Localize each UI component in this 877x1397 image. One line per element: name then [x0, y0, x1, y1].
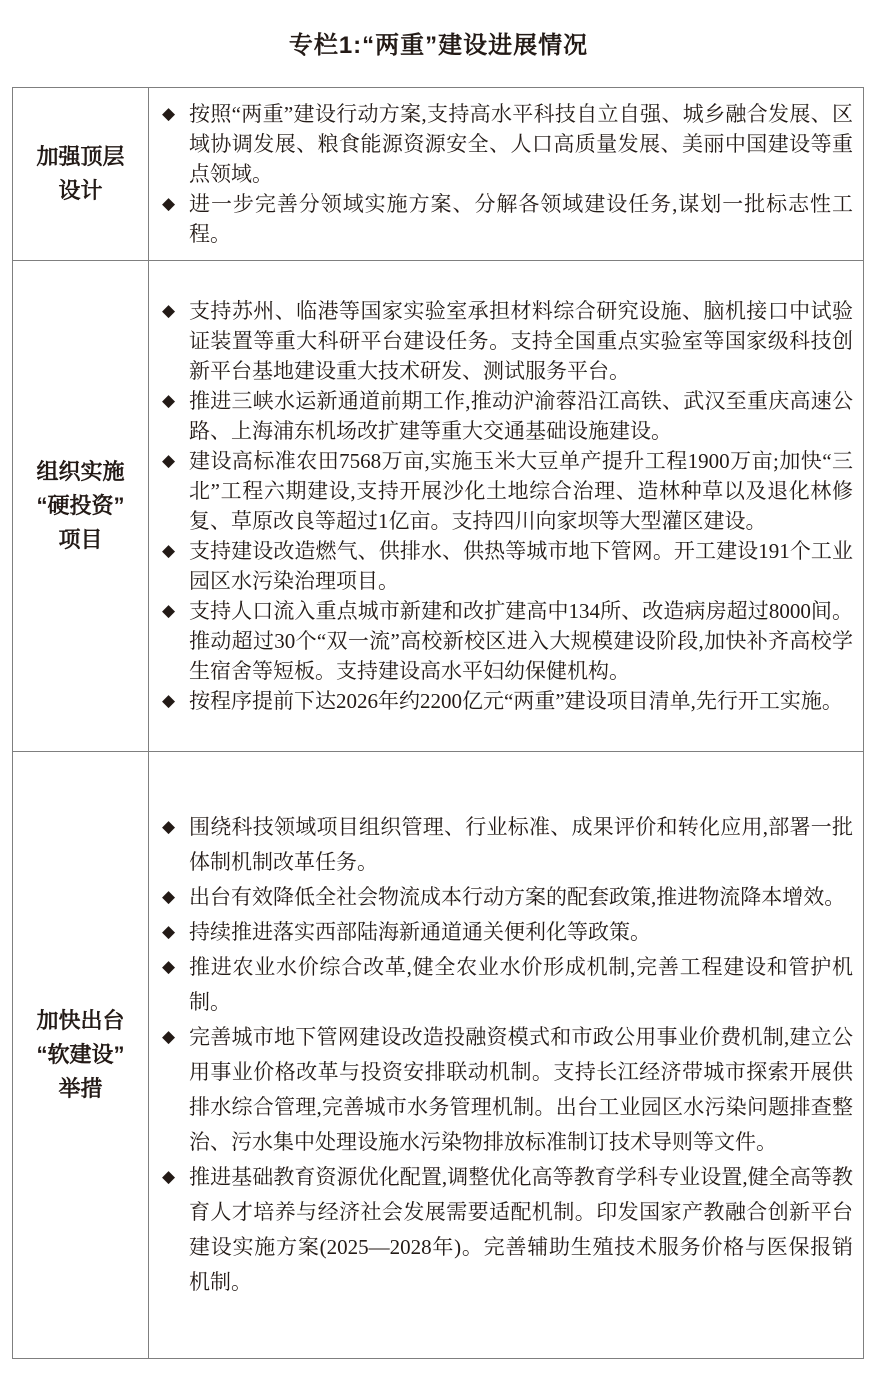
diamond-bullet-icon: ◆ [162, 1027, 176, 1047]
table-row [13, 260, 863, 751]
row-label [13, 261, 149, 751]
row-label-line: 设计 [58, 178, 103, 203]
diamond-bullet-icon: ◆ [162, 541, 176, 561]
diamond-bullet-icon: ◆ [162, 922, 176, 942]
row-label-line: “硬投资” [36, 493, 125, 518]
diamond-bullet-icon: ◆ [162, 957, 176, 977]
list-item [149, 810, 853, 880]
bullet-text: 支持建设改造燃气、供排水、供热等城市地下管网。开工建设191个工业园区水污染治理项目。 [189, 539, 853, 593]
row-label [13, 752, 149, 1358]
diamond-bullet-icon: ◆ [162, 817, 176, 837]
bullet-text: 支持人口流入重点城市新建和改扩建高中134所、改造病房超过8000间。推动超过30个“双一流”高校新校区进入大规模建设阶段,加快补齐高校学生宿舍等短板。支持建设高水平妇幼保健机构。 [189, 599, 853, 683]
bullet-text: 推进三峡水运新通道前期工作,推动沪渝蓉沿江高铁、武汉至重庆高速公路、上海浦东机场改扩建等重大交通基础设施建设。 [189, 389, 853, 443]
row-label-line: “软建设” [36, 1042, 125, 1067]
bullet-text: 推进农业水价综合改革,健全农业水价形成机制,完善工程建设和管护机制。 [189, 955, 853, 1014]
bullet-text: 按照“两重”建设行动方案,支持高水平科技自立自强、城乡融合发展、区域协调发展、粮食能源资源安全、人口高质量发展、美丽中国建设等重点领域。 [189, 102, 853, 186]
bullet-text: 进一步完善分领域实施方案、分解各领域建设任务,谋划一批标志性工程。 [189, 192, 853, 246]
row-label-line: 加快出台 [36, 1008, 125, 1033]
table-row [13, 751, 863, 1358]
list-item [149, 536, 853, 596]
row-content [149, 752, 863, 1358]
diamond-bullet-icon: ◆ [162, 194, 176, 214]
diamond-bullet-icon: ◆ [162, 691, 176, 711]
list-item [149, 950, 853, 1020]
list-item [149, 915, 853, 950]
bullet-text: 建设高标准农田7568万亩,实施玉米大豆单产提升工程1900万亩;加快“三北”工程六期建设,支持开展沙化土地综合治理、造林种草以及退化林修复、草原改良等超过1亿亩。支持四川向家坝等大型灌区建设。 [189, 449, 853, 533]
progress-table [12, 87, 864, 1359]
list-item [149, 1020, 853, 1160]
bullet-text: 按程序提前下达2026年约2200亿元“两重”建设项目清单,先行开工实施。 [189, 689, 843, 713]
list-item [149, 446, 853, 536]
page-title: 专栏1:“两重”建设进展情况 [288, 32, 589, 59]
bullet-text: 支持苏州、临港等国家实验室承担材料综合研究设施、脑机接口中试验证装置等重大科研平台建设任务。支持全国重点实验室等国家级科技创新平台基地建设重大技术研发、测试服务平台。 [189, 299, 853, 383]
list-item [149, 386, 853, 446]
diamond-bullet-icon: ◆ [162, 104, 176, 124]
diamond-bullet-icon: ◆ [162, 451, 176, 471]
row-label-line: 组织实施 [36, 459, 125, 484]
list-item [149, 1160, 853, 1300]
diamond-bullet-icon: ◆ [162, 601, 176, 621]
list-item [149, 189, 853, 249]
row-label [13, 88, 149, 260]
bullet-text: 出台有效降低全社会物流成本行动方案的配套政策,推进物流降本增效。 [189, 885, 846, 909]
diamond-bullet-icon: ◆ [162, 1167, 176, 1187]
table-row [13, 88, 863, 260]
row-content [149, 261, 863, 751]
list-item [149, 880, 853, 915]
bullet-text: 持续推进落实西部陆海新通道通关便利化等政策。 [189, 920, 651, 944]
list-item [149, 296, 853, 386]
bullet-text: 推进基础教育资源优化配置,调整优化高等教育学科专业设置,健全高等教育人才培养与经济社会发展需要适配机制。印发国家产教融合创新平台建设实施方案(2025—2028年)。完善辅助生殖技术服务价格与医保报销机制。 [189, 1165, 853, 1294]
bullet-text: 完善城市地下管网建设改造投融资模式和市政公用事业价费机制,建立公用事业价格改革与投资安排联动机制。支持长江经济带城市探索开展供排水综合管理,完善城市水务管理机制。出台工业园区水污染问题排查整治、污水集中处理设施水污染物排放标准制订技术导则等文件。 [189, 1025, 853, 1154]
row-label-line: 项目 [58, 527, 103, 552]
bullet-text: 围绕科技领域项目组织管理、行业标准、成果评价和转化应用,部署一批体制机制改革任务。 [189, 815, 853, 874]
diamond-bullet-icon: ◆ [162, 887, 176, 907]
row-label-line: 举措 [58, 1076, 103, 1101]
diamond-bullet-icon: ◆ [162, 301, 176, 321]
list-item [149, 686, 853, 716]
list-item [149, 596, 853, 686]
diamond-bullet-icon: ◆ [162, 391, 176, 411]
row-label-line: 加强顶层 [36, 144, 125, 169]
row-content [149, 88, 863, 260]
list-item [149, 99, 853, 189]
